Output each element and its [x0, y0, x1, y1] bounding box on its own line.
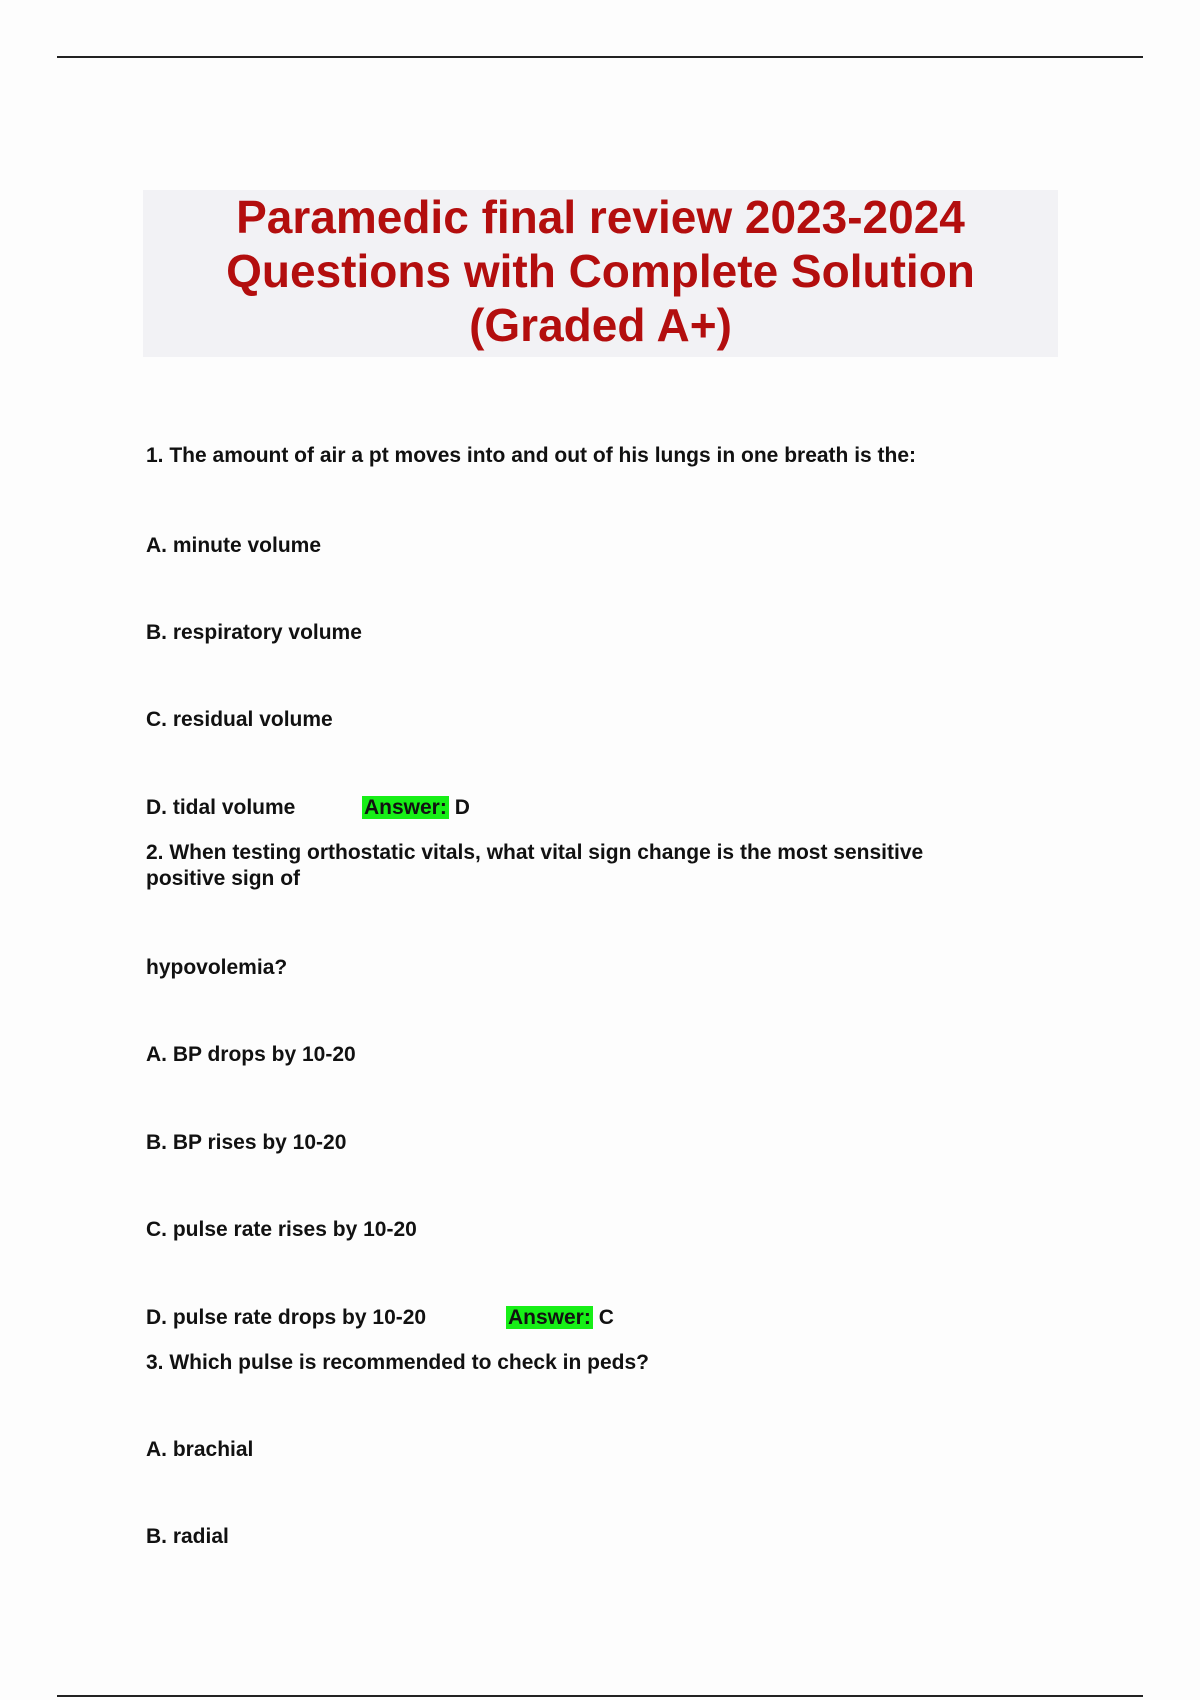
question-2-option-b: B. BP rises by 10-20 — [146, 1131, 347, 1154]
question-2-answer — [506, 1305, 614, 1331]
answer-highlight: Answer: — [364, 796, 447, 819]
title-line-1: Paramedic final review 2023-2024 — [236, 191, 965, 243]
question-1-option-d: D. tidal volume — [146, 796, 296, 819]
question-2-option-c: C. pulse rate rises by 10-20 — [146, 1218, 417, 1241]
answer-highlight: Answer: — [508, 1306, 591, 1329]
answer-value: D — [454, 796, 470, 819]
question-2-text-line-1: 2. When testing orthostatic vitals, what vital sign change is the most sensitive — [146, 841, 924, 864]
question-2-option-a: A. BP drops by 10-20 — [146, 1043, 356, 1066]
answer-value: C — [598, 1306, 614, 1329]
title-line-2: Questions with Complete Solution — [226, 245, 975, 297]
question-2-option-d: D. pulse rate drops by 10-20 — [146, 1306, 427, 1329]
question-3-option-b: B. radial — [146, 1525, 229, 1548]
question-1-option-b: B. respiratory volume — [146, 621, 362, 644]
question-2-text-line-3: hypovolemia? — [146, 956, 288, 979]
question-1-option-a: A. minute volume — [146, 534, 322, 557]
question-3-option-a: A. brachial — [146, 1438, 254, 1461]
title-banner — [143, 190, 1058, 357]
question-1-answer — [362, 795, 470, 821]
question-2-text-line-2: positive sign of — [146, 867, 301, 890]
bottom-rule — [57, 1695, 1143, 1697]
question-3-text: 3. Which pulse is recommended to check in peds? — [146, 1351, 649, 1374]
top-rule — [57, 56, 1143, 58]
title-line-3: (Graded A+) — [469, 299, 732, 351]
question-1-text: 1. The amount of air a pt moves into and out of his lungs in one breath is the: — [146, 444, 917, 467]
question-1-option-c: C. residual volume — [146, 708, 333, 731]
